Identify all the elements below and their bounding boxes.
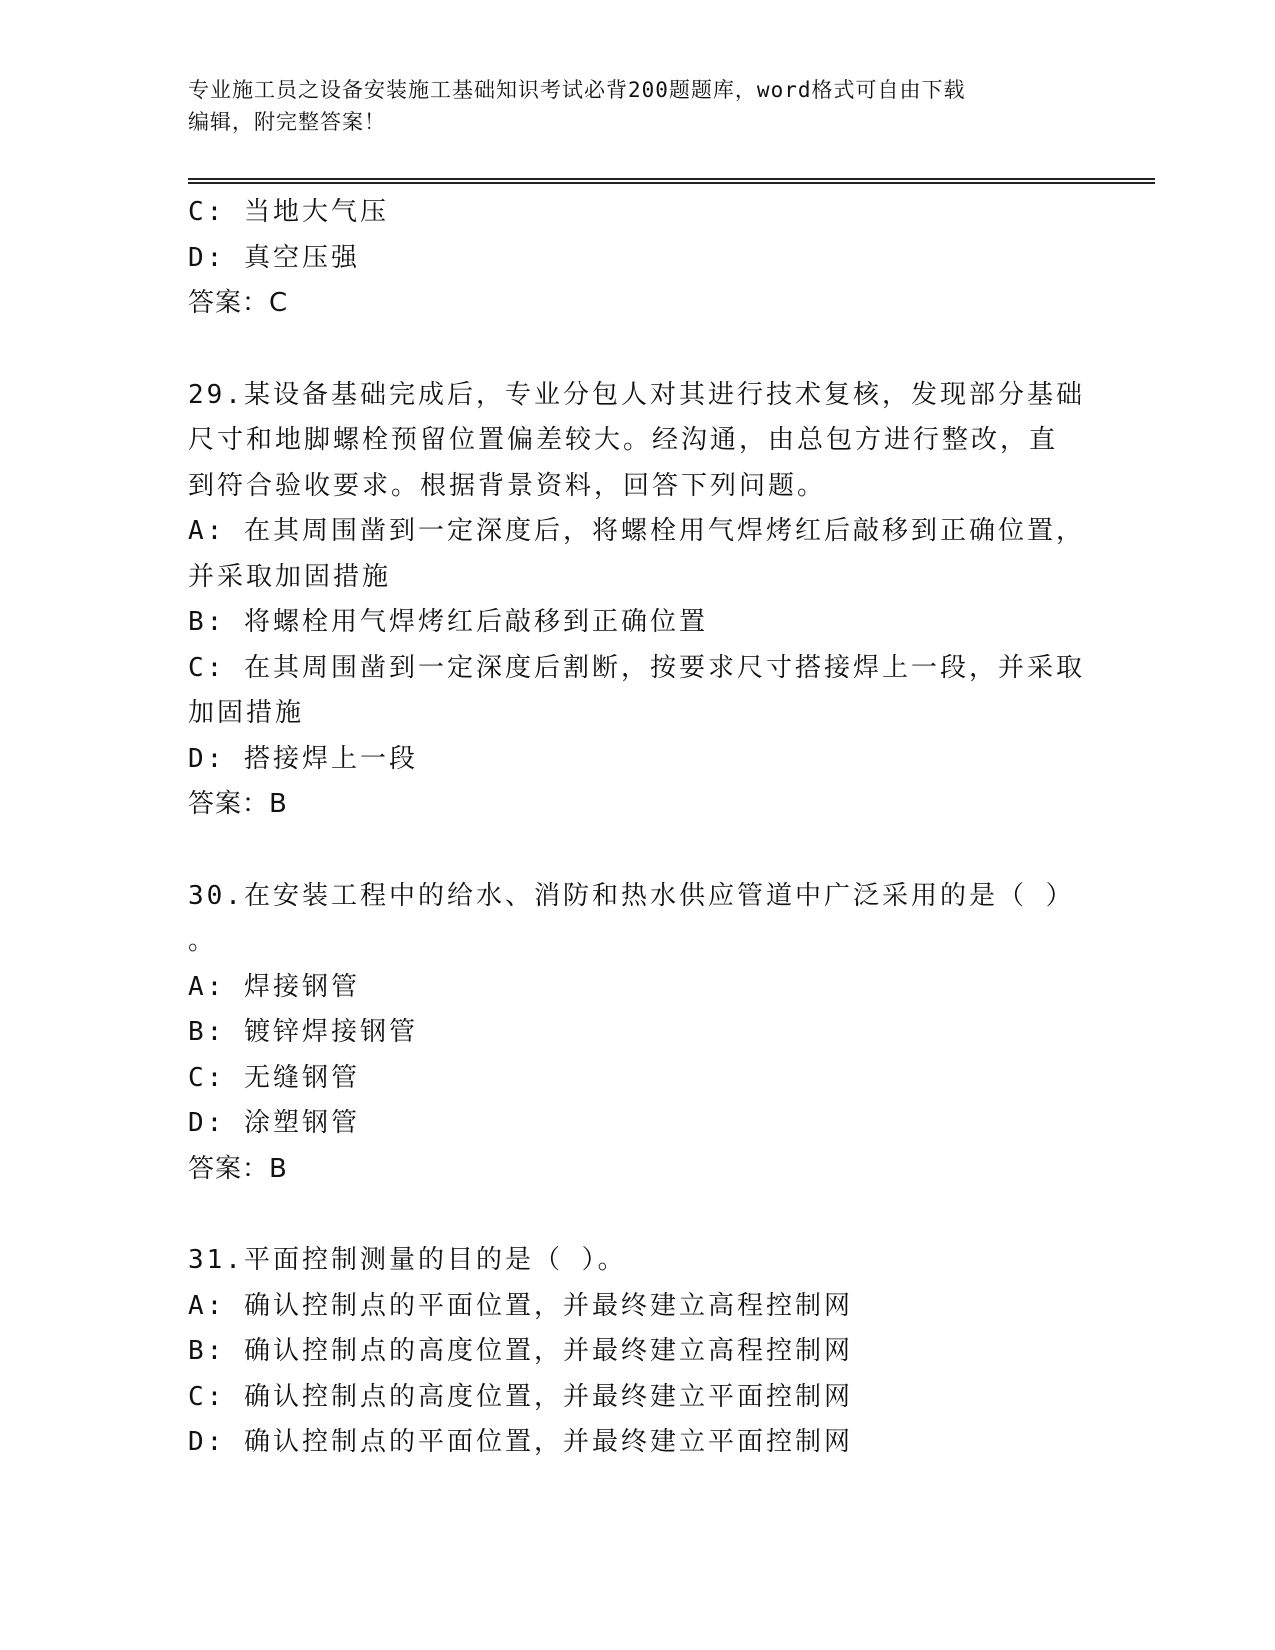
question-stem: 31.平面控制测量的目的是（ ）。 <box>188 1245 627 1275</box>
answer-label: 答案：C <box>188 288 289 318</box>
question-stem: 29.某设备基础完成后，专业分包人对其进行技术复核，发现部分基础 <box>188 379 1085 410</box>
option-a-continued: 并采取加固措施 <box>188 561 392 592</box>
header-title-line-2: 编辑，附完整答案！ <box>188 110 386 134</box>
question-31 <box>188 1238 1088 1466</box>
question-28 <box>188 190 1088 327</box>
option-c-continued: 加固措施 <box>188 698 305 728</box>
option-d: D: 涂塑钢管 <box>188 1108 360 1138</box>
spacer <box>188 327 1088 373</box>
spacer <box>188 828 1088 874</box>
option-b: B: 将螺栓用气焊烤红后敲移到正确位置 <box>188 607 708 637</box>
option-c: C: 确认控制点的高度位置，并最终建立平面控制网 <box>188 1381 853 1412</box>
option-a: A: 确认控制点的平面位置，并最终建立高程控制网 <box>188 1290 853 1321</box>
option-d: D: 真空压强 <box>188 242 360 273</box>
header-title-line-1: 专业施工员之设备安装施工基础知识考试必背200题题库，word格式可自由下载 <box>188 78 966 102</box>
answer-label: 答案：B <box>188 1153 288 1184</box>
question-30 <box>188 874 1088 1193</box>
question-list <box>188 190 1088 1466</box>
question-stem-continued: 。 <box>188 926 215 956</box>
option-d: D: 搭接焊上一段 <box>188 743 418 774</box>
header-divider-top <box>188 178 1155 180</box>
option-b: B: 确认控制点的高度位置，并最终建立高程控制网 <box>188 1336 853 1366</box>
question-stem: 尺寸和地脚螺栓预留位置偏差较大。经沟通，由总包方进行整改，直 <box>188 425 1059 455</box>
question-29 <box>188 373 1088 828</box>
option-c: C: 无缝钢管 <box>188 1062 360 1093</box>
option-c: C: 在其周围凿到一定深度后割断，按要求尺寸搭接焊上一段，并采取 <box>188 652 1085 683</box>
spacer <box>188 1192 1088 1238</box>
option-a: A: 在其周围凿到一定深度后，将螺栓用气焊烤红后敲移到正确位置， <box>188 516 1085 546</box>
option-c: C: 当地大气压 <box>188 197 389 227</box>
document-header <box>188 74 1088 138</box>
question-stem: 30.在安装工程中的给水、消防和热水供应管道中广泛采用的是（ ） <box>188 880 1075 911</box>
answer-label: 答案：B <box>188 789 288 819</box>
option-a: A: 焊接钢管 <box>188 971 360 1002</box>
option-b: B: 镀锌焊接钢管 <box>188 1017 418 1047</box>
option-d: D: 确认控制点的平面位置，并最终建立平面控制网 <box>188 1427 853 1457</box>
header-divider-bottom <box>188 182 1155 184</box>
question-stem: 到符合验收要求。根据背景资料，回答下列问题。 <box>188 470 827 501</box>
